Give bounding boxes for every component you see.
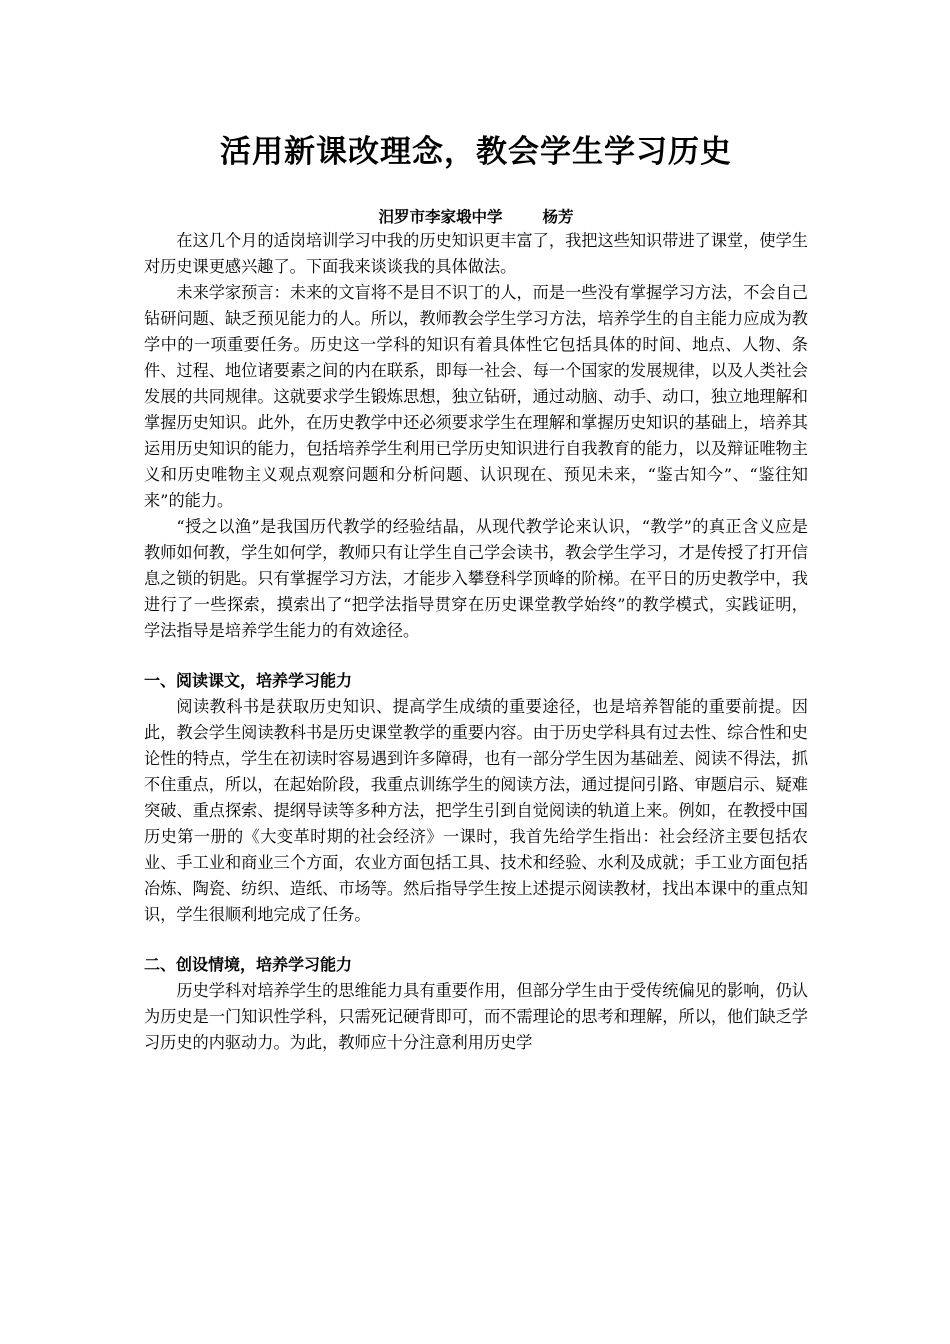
paragraph-reading: 阅读教科书是获取历史知识、提高学生成绩的重要途径，也是培养智能的重要前提。因此，教会学生阅读教科书是历史课堂教学的重要内容。由于历史学科具有过去性、综合性和史论性的特点，学生在初读时容易遇到许多障碍，也有一部分学生因为基础差、阅读不得法，抓不住重点，所以，在起始阶段，我重点训练学生的阅读方法，通过提问引路、审题启示、疑难突破、重点探索、提纲导读等多种方法，把学生引到自觉阅读的轨道上来。例如，在教授中国历史第一册的《大变革时期的社会经济》一课时，我首先给学生指出：社会经济主要包括农业、手工业和商业三个方面，农业方面包括工具、技术和经验、水利及成就；手工业方面包括冶炼、陶瓷、纺织、造纸、市场等。然后指导学生按上述提示阅读教材，找出本课中的重点知识，学生很顺利地完成了任务。 (144, 697, 808, 924)
byline (144, 206, 808, 228)
paragraph-intro: 在这几个月的适岗培训学习中我的历史知识更丰富了，我把这些知识带进了课堂，使学生对历史课更感兴趣了。下面我来谈谈我的具体做法。 (144, 231, 808, 276)
author-name: 杨芳 (542, 208, 574, 226)
school-name: 汨罗市李家塅中学 (378, 208, 503, 226)
paragraph-futurist: 未来学家预言：未来的文盲将不是目不识丁的人，而是一些没有掌握学习方法，不会自己钻研问题、缺乏预见能力的人。所以，教师教会学生学习方法，培养学生的自主能力应成为教学中的一项重要任务。历史这一学科的知识有着具体性它包括具体的时间、地点、人物、条件、过程、地位诸要素之间的内在联系，即每一社会、每一个国家的发展规律，以及人类社会发展的共同规律。这就要求学生锻炼思想，独立钻研，通过动脑、动手、动口，独立地理解和掌握历史知识。此外，在历史教学中还必须要求学生在理解和掌握历史知识的基础上，培养其运用历史知识的能力，包括培养学生利用已学历史知识进行自我教育的能力，以及辩证唯物主义和历史唯物主义观点观察问题和分析问题、认识现在、预见未来，“鉴古知今”、“鉴往知来”的能力。 (144, 283, 808, 510)
section-heading-1: 一、阅读课文，培养学习能力 (144, 671, 353, 690)
paragraph-situation: 历史学科对培养学生的思维能力具有重要作用，但部分学生由于受传统偏见的影响，仍认为历史是一门知识性学科，只需死记硬背即可，而不需理论的思考和理解，所以，他们缺乏学习历史的内驱动力。为此，教师应十分注意利用历史学 (144, 981, 808, 1052)
paragraph-teach-fishing: “授之以渔”是我国历代教学的经验结晶，从现代教学论来认识，“教学”的真正含义应是教师如何教，学生如何学，教师只有让学生自己学会读书，教会学生学习，才是传授了打开信息之锁的钥匙。只有掌握学习方法，才能步入攀登科学顶峰的阶梯。在平日的历史教学中，我进行了一些探索，摸索出了“把学法指导贯穿在历史课堂教学始终”的教学模式，实践证明，学法指导是培养学生能力的有效途径。 (144, 517, 808, 640)
section-heading-2: 二、创设情境，培养学习能力 (144, 955, 353, 974)
document-page (144, 120, 808, 1056)
document-title: 活用新课改理念，教会学生学习历史 (220, 134, 732, 170)
